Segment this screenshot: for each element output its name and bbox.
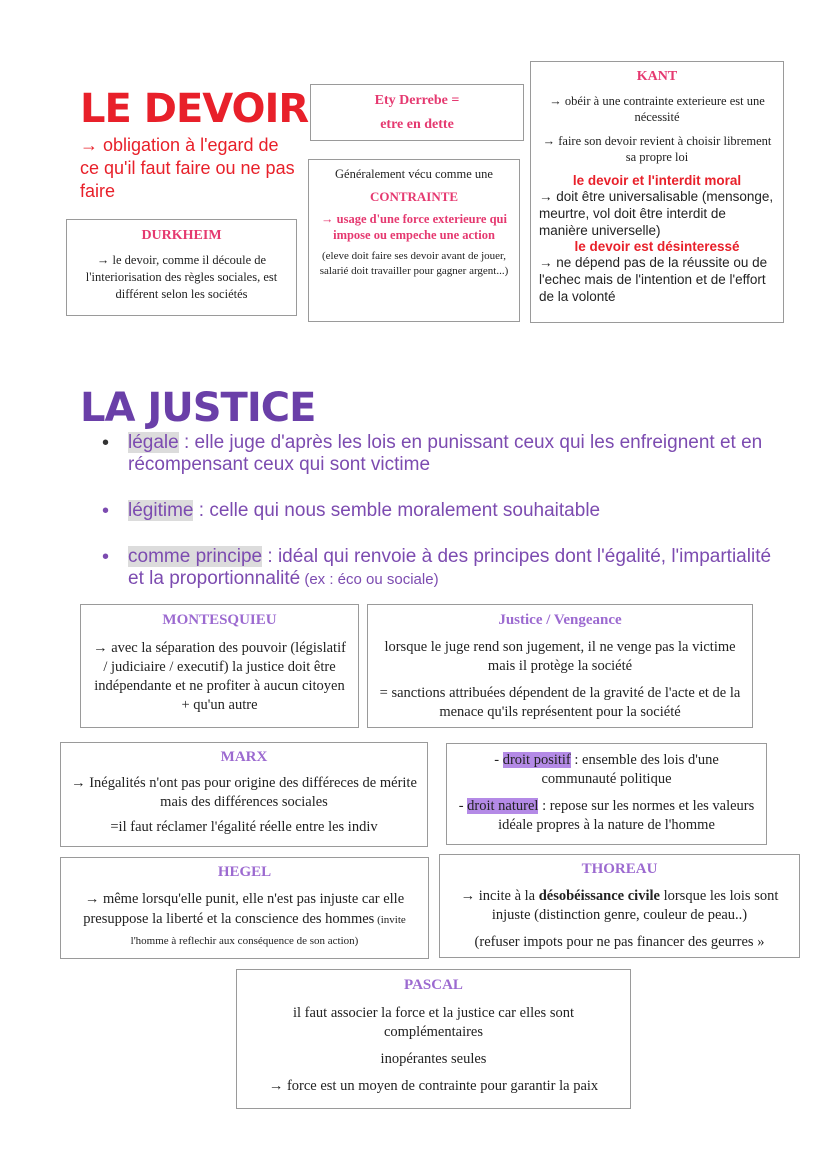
montesquieu-text: → avec la séparation des pouvoir (législatif / judiciaire / executif) la justice doit être indépendante et ne profiter à aucun citoyen + qu'un autre bbox=[93, 640, 346, 713]
justice-bullet-legale bbox=[100, 432, 780, 476]
ety-box bbox=[310, 84, 524, 141]
marx-box bbox=[60, 742, 428, 847]
justice-title: LA JUSTICE bbox=[80, 385, 316, 431]
pascal-text2: inopérantes seules bbox=[380, 1051, 487, 1067]
contrainte-intro: Généralement vécu comme une bbox=[335, 167, 493, 181]
kant-text2: → ne dépend pas de la réussite ou de l'echec mais de l'intention et de l'effort de la volonté bbox=[539, 255, 768, 304]
contrainte-title: CONTRAINTE bbox=[369, 189, 459, 204]
kant-title: KANT bbox=[636, 69, 678, 84]
thoreau-post: lorsque les lois sont injuste (distinction genre, couleur de peau..) bbox=[491, 888, 779, 923]
hegel-main: → même lorsqu'elle punit, elle n'est pas injuste car elle presuppose la liberté et la conscience des hommes bbox=[83, 891, 405, 927]
vengeance-text1: lorsque le juge rend son jugement, il ne venge pas la victime mais il protège la société bbox=[384, 639, 736, 674]
durkheim-title: DURKHEIM bbox=[141, 228, 222, 243]
devoir-title: LE DEVOIR bbox=[80, 86, 309, 132]
principe-example: (ex : éco ou sociale) bbox=[300, 571, 439, 588]
droit-dash2: - bbox=[458, 798, 468, 814]
pascal-text1: il faut associer la force et la justice car elles sont complémentaires bbox=[292, 1005, 574, 1040]
kant-text1: → doit être universalisable (mensonge, meurtre, vol doit être interdit de manière universelle) bbox=[539, 189, 774, 238]
droit-positif bbox=[455, 751, 758, 789]
hegel-box bbox=[60, 857, 429, 959]
thoreau-title: THOREAU bbox=[581, 861, 658, 877]
thoreau-text2: (refuser impots pour ne pas financer des geurres » bbox=[474, 934, 765, 950]
droit-naturel bbox=[455, 797, 758, 835]
contrainte-text: → usage d'une force exterieure qui impose ou empeche une action bbox=[321, 212, 507, 242]
kant-sub2: le devoir est désinteressé bbox=[574, 239, 740, 254]
droit-positif-text: : ensemble des lois d'une communauté politique bbox=[541, 752, 719, 787]
hegel-small: (invite l'homme à reflechir aux conséquence de son action) bbox=[130, 914, 406, 947]
justice-definitions bbox=[100, 432, 780, 609]
devoir-definition: → obligation à l'egard de ce qu'il faut faire ou ne pas faire bbox=[80, 135, 295, 201]
contrainte-example: (eleve doit faire ses devoir avant de jouer, salarié doit travailler pour gagner argent...) bbox=[319, 250, 509, 277]
kant-sub1: le devoir et l'interdit moral bbox=[572, 173, 742, 188]
marx-text2: =il faut réclamer l'égalité réelle entre les indiv bbox=[110, 819, 378, 835]
term-droit-positif: droit positif bbox=[502, 752, 571, 768]
term-legale: légale bbox=[128, 432, 179, 453]
hegel-title: HEGEL bbox=[217, 864, 272, 880]
montesquieu-title: MONTESQUIEU bbox=[162, 612, 277, 628]
thoreau-bold: désobéissance civile bbox=[538, 888, 660, 904]
justice-bullet-legitime bbox=[100, 500, 780, 522]
vengeance-title: Justice / Vengeance bbox=[498, 612, 622, 628]
vengeance-box bbox=[367, 604, 753, 728]
thoreau-box bbox=[439, 854, 800, 958]
term-legitime: légitime bbox=[128, 500, 194, 521]
kant-line2: → faire son devoir revient à choisir librement sa propre loi bbox=[542, 134, 772, 164]
contrainte-box bbox=[308, 159, 520, 322]
durkheim-box bbox=[66, 219, 297, 316]
ety-line1: Ety Derrebe = bbox=[374, 93, 460, 108]
droit-dash1: - bbox=[494, 752, 503, 768]
term-droit-naturel: droit naturel bbox=[467, 798, 539, 814]
pascal-box bbox=[236, 969, 631, 1109]
ety-line2: etre en dette bbox=[380, 117, 454, 132]
justice-bullet-principe bbox=[100, 546, 780, 591]
kant-line1: → obéir à une contrainte exterieure est une nécessité bbox=[549, 94, 765, 124]
kant-box bbox=[530, 61, 784, 323]
marx-text1: → Inégalités n'ont pas pour origine des différeces de mérite mais des différences sociales bbox=[71, 775, 417, 810]
vengeance-text2: = sanctions attribuées dépendent de la gravité de l'acte et de la menace qu'ils représentent pour la société bbox=[379, 685, 741, 720]
pascal-text3: → force est un moyen de contrainte pour garantir la paix bbox=[268, 1078, 599, 1094]
legitime-text: : celle qui nous semble moralement souhaitable bbox=[193, 500, 601, 521]
durkheim-text: → le devoir, comme il découle de l'interiorisation des règles sociales, est différent selon les sociétés bbox=[85, 253, 278, 301]
principe-text: : idéal qui renvoie à des principes dont l'égalité, l'impartialité et la proportionnalité bbox=[128, 546, 772, 589]
hegel-text bbox=[69, 889, 420, 951]
term-principe: comme principe bbox=[128, 546, 263, 567]
pascal-title: PASCAL bbox=[404, 977, 463, 993]
montesquieu-box bbox=[80, 604, 359, 728]
marx-title: MARX bbox=[220, 749, 268, 765]
thoreau-pre: → incite à la bbox=[460, 888, 539, 904]
thoreau-text1 bbox=[448, 887, 791, 925]
droit-naturel-text: : repose sur les normes et les valeurs idéale propres à la nature de l'homme bbox=[498, 798, 755, 833]
legale-text: : elle juge d'après les lois en punissant ceux qui les enfreignent et en récompensant ceux qui sont victime bbox=[128, 432, 763, 475]
droit-box bbox=[446, 743, 767, 845]
